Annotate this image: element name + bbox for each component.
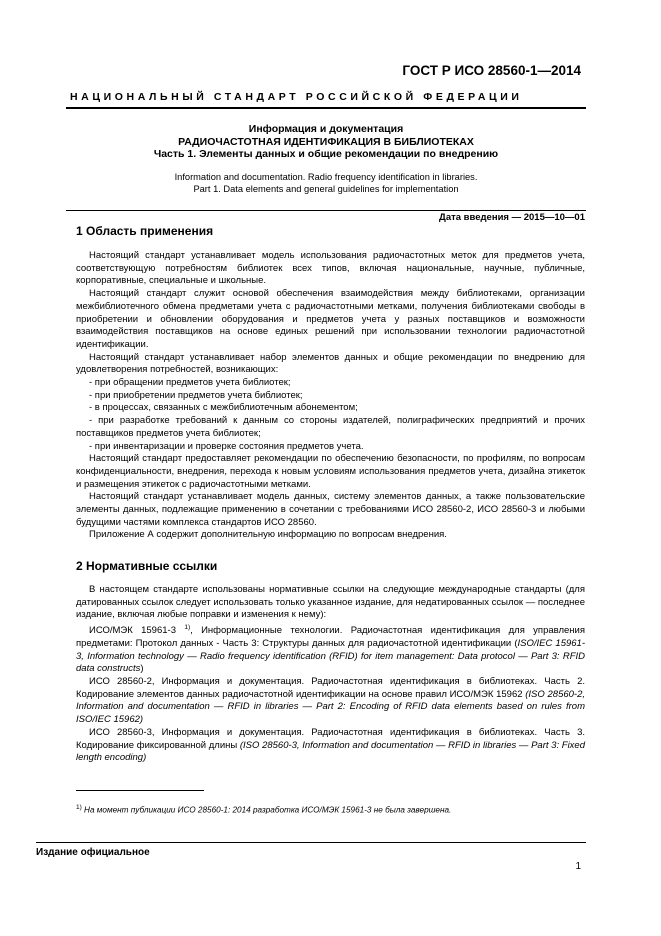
footnote-rule xyxy=(76,790,204,791)
section-2-heading: 2 Нормативные ссылки xyxy=(76,559,218,573)
title-line-3: Часть 1. Элементы данных и общие рекомендации по внедрению xyxy=(153,148,499,161)
ref3-text: ИСО 28560-3, Информация и документация. Радиочастотная идентификация в библиотеках. Часть 3. Кодирование фиксированной длины xyxy=(76,726,585,751)
s1-list-item: - в процессах, связанных с межбиблиотечным абонементом; xyxy=(89,402,358,414)
title-line-1: Информация и документация xyxy=(248,123,404,135)
ref1-text-c: ) xyxy=(140,663,144,675)
standard-type-banner: НАЦИОНАЛЬНЫЙ СТАНДАРТ РОССИЙСКОЙ ФЕДЕРАЦИИ xyxy=(70,91,523,103)
section-1-heading: 1 Область применения xyxy=(76,224,214,238)
s1-list-item: - при разработке требований к данным со стороны издателей, полиграфических предприятий и прочих поставщиков предметов учета библиотек; xyxy=(76,415,585,439)
s1-paragraph-2: Настоящий стандарт служит основой обеспечения взаимодействия между библиотеками, организации межбиблиотечного обмена предметами учета с радиочастотными метками, получения библиотеками свободы в приобретении и обновлении оборудования и предметов учета у разных поставщиков и возможности взаимодействия поставщиков на основе единых решений при использовании технологии радиочастотной идентификации. xyxy=(76,288,585,350)
english-title-line-2: Part 1. Data elements and general guidelines for implementation xyxy=(193,183,459,194)
normative-ref-2 xyxy=(76,676,585,727)
intro-date: Дата введения — 2015—10—01 xyxy=(439,212,585,223)
edition-label: Издание официальное xyxy=(36,847,150,858)
ref2-text: ИСО 28560-2, Информация и документация. Радиочастотная идентификация в библиотеках. Часть 2. Кодирование элементов данных радиочастотной идентификации на основе правил ИСО/МЭК 15962 xyxy=(76,676,585,700)
title-rule xyxy=(66,210,586,211)
header-rule xyxy=(66,107,586,109)
ref2-english: (ISO 28560-2, Information and documentation — RFID in libraries — Part 2: Encoding of RFID data elements based on rules from ISO/IEC 15962) xyxy=(76,688,586,726)
ref1-text-b: , Информационные технологии. Радиочастотная идентификация для управления предметами: Протокол данных - Часть 3: Структуры данных для радиочастотной идентификации ( xyxy=(76,625,585,649)
s1-paragraph-1: Настоящий стандарт устанавливает модель использования радиочастотных меток для предметов учета, соответствующую потребностям библиотек всех типов, включая национальные, научные, публичные, корпоративные, специальные и школьные. xyxy=(76,250,585,287)
s1-paragraph-6: Приложение А содержит дополнительную информацию по вопросам внедрения. xyxy=(89,529,447,541)
english-title-block xyxy=(66,172,586,195)
section-2-body xyxy=(76,584,585,765)
footnote xyxy=(76,804,585,815)
title-line-2: РАДИОЧАСТОТНАЯ ИДЕНТИФИКАЦИЯ В БИБЛИОТЕКАХ xyxy=(178,135,474,148)
footnote-mark: 1) xyxy=(76,804,82,811)
footer-rule xyxy=(36,842,586,843)
s1-paragraph-5: Настоящий стандарт устанавливает модель данных, систему элементов данных, а также пользовательские элементы данных, подлежащие применению в сочетании с требованиями ИСО 28560-2, ИСО 28560-3 и любыми будущими частями комплекса стандартов ИСО 28560. xyxy=(76,491,585,528)
section-1-body xyxy=(76,250,585,542)
s1-list-item: - при обращении предметов учета библиотек; xyxy=(89,377,291,389)
english-title-line-1: Information and documentation. Radio frequency identification in libraries. xyxy=(174,172,478,182)
s2-paragraph-1: В настоящем стандарте использованы нормативные ссылки на следующие международные стандарты (для датированных ссылок следует использовать только указанное издание, для недатированных ссылок — последнее издание, включая любые поправки и изменения к нему): xyxy=(76,584,585,621)
ref1-text-a: ИСО/МЭК 15961-3 xyxy=(89,625,185,637)
footnote-text: На момент публикации ИСО 28560-1: 2014 разработка ИСО/МЭК 15961-3 не была завершена. xyxy=(81,805,452,815)
normative-ref-1 xyxy=(76,622,585,676)
s1-paragraph-4: Настоящий стандарт предоставляет рекомендации по обеспечению безопасности, по профилям, по вопросам конфиденциальности, внедрения, перехода к новым условиям использования предметов учета, дизайна этикеток и размещения этикеток с радиочастотными метками. xyxy=(76,453,585,490)
s1-list-item: - при приобретении предметов учета библиотек; xyxy=(89,389,303,401)
normative-ref-3 xyxy=(76,727,585,765)
s1-paragraph-3: Настоящий стандарт устанавливает набор элементов данных и общие рекомендации по внедрению для удовлетворения потребностей, возникающих: xyxy=(76,351,585,376)
ref1-english: ISO/IEC 15961-3, Information technology — Radio frequency identification (RFID) for item management: Data protocol — Part 3: RFID data constructs xyxy=(76,637,586,675)
ref3-english: (ISO 28560-3, Information and documentation — RFID in libraries — Part 3: Fixed length encoding) xyxy=(76,739,585,764)
title-block xyxy=(66,123,586,161)
doc-code: ГОСТ Р ИСО 28560-1—2014 xyxy=(402,63,581,78)
footnote-ref-mark: 1) xyxy=(184,624,191,632)
page-number: 1 xyxy=(575,861,581,872)
s1-list-item: - при инвентаризации и проверке состояния предметов учета. xyxy=(89,440,364,452)
